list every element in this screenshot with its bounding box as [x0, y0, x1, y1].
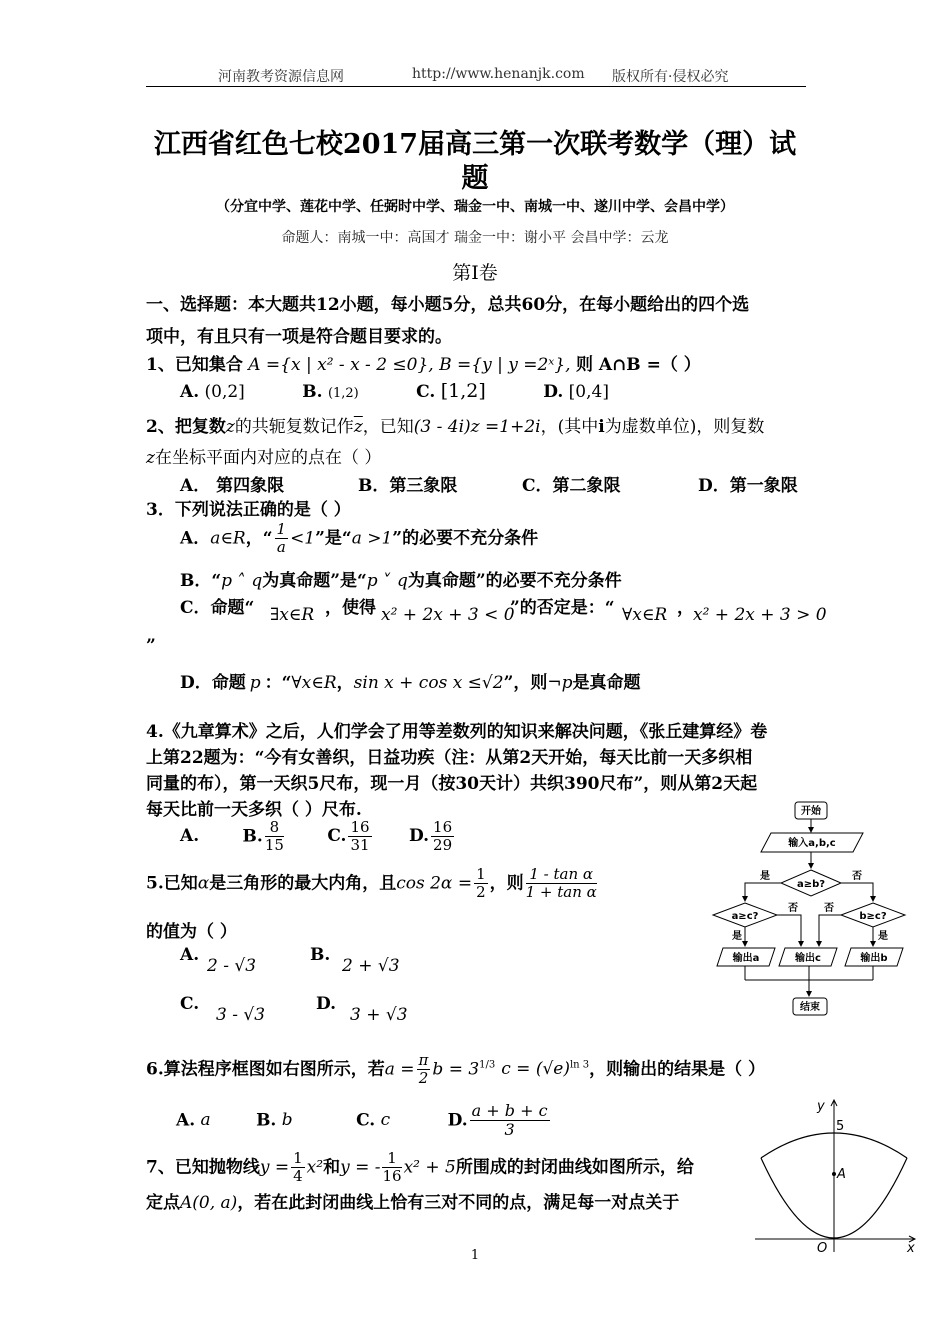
- q2-option-b[interactable]: B．第三象限: [358, 476, 458, 496]
- q6-b-eq: b = 3: [432, 1059, 480, 1080]
- q7-eq2-num: 1: [382, 1150, 401, 1168]
- question-7-stem-line1: [146, 1150, 694, 1186]
- q4-option-d-fraction: [431, 819, 454, 855]
- q4-c-den: 31: [350, 836, 370, 855]
- q3-a-text2: ”是“: [315, 528, 352, 549]
- q7-eq2-rhs: x² + 5: [403, 1157, 456, 1178]
- graph-x-label: x: [907, 1241, 915, 1254]
- q5-option-d-label[interactable]: D.: [316, 994, 337, 1014]
- question-6-stem: [146, 1052, 765, 1088]
- q3-a-den: a: [276, 538, 286, 557]
- q2-prefix: 2、把复数: [146, 417, 226, 437]
- q4-options: [180, 819, 456, 855]
- q4-option-a[interactable]: A.: [180, 826, 200, 847]
- q6-c-exponent: ln 3: [569, 1059, 590, 1071]
- q7-line2-a: 定点: [146, 1193, 180, 1213]
- q5-cos: cos 2α =: [396, 873, 473, 894]
- q7-eq1-den: 4: [293, 1167, 303, 1186]
- q2-line2-text: 在坐标平面内对应的点在（ ）: [154, 448, 382, 468]
- q6-b-exponent: 1/3: [479, 1059, 496, 1071]
- q5-expr-num: 1 - tan α: [526, 866, 597, 884]
- page-title-line1: 江西省红色七校2017届高三第一次联考数学（理）试: [153, 129, 797, 160]
- q2-option-d[interactable]: D．第一象限: [698, 476, 798, 496]
- q4-option-b-fraction: [265, 819, 284, 855]
- schools-list: （分宜中学、莲花中学、任弼时中学、瑞金一中、南城一中、遂川中学、会昌中学）: [216, 199, 734, 215]
- q5-option-d[interactable]: 3 + √3: [350, 1005, 408, 1025]
- flow-no-1: 否: [852, 871, 862, 882]
- header-divider: [146, 86, 806, 87]
- q2-line2-z: z: [146, 448, 155, 468]
- q6-option-c-label[interactable]: C.: [356, 1110, 376, 1131]
- q3-c-ineq2: x² + 2x + 3 > 0: [693, 605, 827, 625]
- q3-d-label: D．命题: [180, 673, 246, 693]
- q7-eq1-lhs: y =: [259, 1157, 290, 1178]
- question-3-stem: 3．下列说法正确的是（ ）: [146, 500, 351, 520]
- page-number: 1: [470, 1248, 480, 1263]
- q6-suffix: ，则输出的结果是（ ）: [589, 1059, 766, 1080]
- q2-text-d: ，(其中: [540, 417, 599, 437]
- q1-option-d-label: D.: [543, 382, 564, 402]
- q2-zbar: $\overline{z}$: [353, 417, 363, 437]
- q7-eq2-den: 16: [382, 1167, 402, 1186]
- q1-option-c-label: C.: [416, 382, 436, 402]
- q7-point: A(0, a): [180, 1193, 238, 1213]
- q3-c-ineq1: x² + 2x + 3 < 0: [381, 605, 515, 625]
- q6-option-b-label[interactable]: B.: [256, 1110, 277, 1131]
- q3-d-text1: ：“: [264, 673, 292, 693]
- graph-origin-label: O: [817, 1241, 828, 1254]
- flow-no-3: 否: [824, 903, 834, 914]
- q1-prefix: 1、已知集合: [146, 355, 243, 375]
- q3-c-exists: ∃x∈R: [270, 605, 315, 625]
- q3-d-text2: ”，则: [503, 673, 548, 693]
- q5-alpha: α: [197, 873, 210, 894]
- q6-option-a-label[interactable]: A.: [176, 1110, 196, 1131]
- q4-option-b-label[interactable]: B.: [242, 826, 263, 847]
- flow-yes-3: 是: [878, 931, 888, 942]
- q3-a-text1: ，“: [245, 528, 273, 549]
- section-heading-line2: 项中，有且只有一项是符合题目要求的。: [146, 327, 452, 347]
- q1-set-a: A ={x | x² - x - 2 ≤0},: [248, 355, 434, 375]
- q6-d-num: a + b + c: [471, 1101, 548, 1120]
- q3-a-fraction: [275, 521, 289, 557]
- authors: 命题人：南城一中：高国才 瑞金一中：谢小平 会昌中学：云龙: [281, 230, 669, 246]
- q3-d-comma: ，: [336, 673, 354, 693]
- q6-option-a[interactable]: a: [200, 1110, 211, 1131]
- q5-cos-num: 1: [476, 865, 486, 883]
- q3-option-a[interactable]: [180, 521, 538, 557]
- q2-option-a[interactable]: A． 第四象限: [180, 476, 285, 496]
- q2-z: z: [225, 417, 235, 437]
- graph-five-label: 5: [836, 1119, 845, 1134]
- q6-d-den: 3: [504, 1120, 515, 1140]
- q7-eq2-lhs: y = -: [340, 1157, 381, 1178]
- q5-expr-fraction: [526, 866, 597, 902]
- header-url[interactable]: http://www.henanjk.com: [412, 66, 585, 82]
- q4-b-den: 15: [264, 836, 284, 855]
- q3-b-text2: 为真命题”的必要不充分条件: [407, 571, 622, 591]
- q7-eq1-rhs: x²: [306, 1157, 324, 1178]
- flow-out-c-label: 输出c: [795, 953, 821, 964]
- q3-d-p: p: [249, 673, 261, 693]
- q3-d-forall: ∀x∈R: [291, 673, 337, 693]
- q3-c-comma: ，: [677, 598, 694, 618]
- question-4-line2: 上第22题为：“今有女善织，日益功疾（注：从第2天开始，每天比前一天多织相: [146, 748, 753, 768]
- q1-set-b: B ={y | y =2ˣ},: [439, 355, 571, 375]
- q3-b-text1: 为真命题”是“: [262, 571, 367, 591]
- flow-cond3-label: b≥c?: [859, 911, 887, 922]
- q7-eq1-num: 1: [293, 1149, 303, 1167]
- q6-a-num: π: [418, 1051, 429, 1069]
- q2-text-c: ，已知: [362, 417, 414, 437]
- q3-c-forall: ∀x∈R: [622, 605, 668, 625]
- q3-b-or: p ˅ q: [366, 571, 408, 591]
- q5-cos-fraction: [474, 866, 488, 902]
- q6-options: [176, 1102, 552, 1140]
- question-4-line4: 每天比前一天多织（ ）尺布.: [146, 800, 362, 820]
- q5-expr-den: 1 + tan α: [525, 883, 597, 902]
- flowchart-figure: [705, 798, 920, 1020]
- page-title-line2: 题: [461, 163, 489, 194]
- volume-label: 第Ⅰ卷: [452, 262, 498, 284]
- q5-text-c: ，则: [489, 873, 524, 894]
- question-7-stem-line2: [146, 1188, 679, 1213]
- q2-equation: (3 - 4i)z =1+2i: [413, 417, 541, 437]
- q7-eq1-fraction: [291, 1150, 305, 1186]
- q6-option-d-fraction[interactable]: [470, 1102, 550, 1140]
- q7-text-c: 所围成的封闭曲线如图所示，给: [455, 1157, 694, 1178]
- q3-b-and: p ˄ q: [221, 571, 263, 591]
- q1-option-d[interactable]: [0,4]: [568, 382, 609, 402]
- q7-line2-b: ，若在此封闭曲线上恰有三对不同的点，满足每一对点关于: [237, 1193, 680, 1213]
- q3-option-c[interactable]: [180, 593, 254, 618]
- header-copyright: 版权所有·侵权必究: [612, 69, 729, 85]
- q2-text-b: 的共轭复数记作: [234, 417, 354, 437]
- q6-option-b[interactable]: b: [281, 1110, 293, 1131]
- q4-option-d-label[interactable]: D.: [408, 826, 430, 847]
- q5-option-a[interactable]: 2 - √3: [207, 956, 257, 976]
- q7-prefix: 7、已知抛物线: [146, 1157, 260, 1178]
- q3-a-label: A．: [180, 528, 211, 549]
- q6-option-d-label[interactable]: D.: [447, 1110, 468, 1131]
- q5-option-b-label[interactable]: B.: [310, 945, 331, 965]
- q1-suffix: 则 A∩B =（ ）: [575, 355, 701, 375]
- q1-option-a-label: A.: [180, 382, 200, 402]
- q4-c-num: 16: [350, 818, 370, 836]
- q3-b-label: B．“: [180, 571, 222, 591]
- point-a-marker: [832, 1172, 836, 1176]
- q1-option-a[interactable]: (0,2]: [204, 382, 245, 402]
- section-heading-line1: 一、选择题：本大题共12小题，每小题5分，总共60分，在每小题给出的四个选: [146, 295, 750, 315]
- q7-and: 和: [323, 1157, 341, 1178]
- q6-a-eq: a =: [384, 1059, 415, 1080]
- q2-option-c[interactable]: C．第二象限: [522, 476, 621, 496]
- flow-no-2: 否: [788, 903, 798, 914]
- q3-c-end: ”: [146, 636, 156, 656]
- q3-a-lt: <1: [290, 528, 316, 549]
- graph-y-label: y: [817, 1099, 825, 1114]
- q1-option-c[interactable]: [1,2]: [440, 380, 486, 402]
- q6-c-eq: c = (√e): [501, 1059, 570, 1080]
- graph-point-a-label: A: [837, 1167, 846, 1182]
- q3-a-num: 1: [276, 520, 287, 538]
- parabola-graph: [745, 1094, 925, 1254]
- flow-yes-2: 是: [732, 931, 742, 942]
- flow-input-label: 输入a,b,c: [788, 838, 836, 849]
- q5-cos-den: 2: [476, 883, 486, 902]
- flow-yes-1: 是: [760, 871, 770, 882]
- question-4-line1: 4.《九章算术》之后，人们学会了用等差数列的知识来解决问题，《张丘建算经》卷: [146, 722, 768, 742]
- q5-option-a-label[interactable]: A.: [180, 945, 200, 965]
- q6-a-fraction: [417, 1052, 431, 1088]
- q4-b-num: 8: [265, 819, 284, 837]
- q4-d-num: 16: [433, 818, 453, 836]
- q3-d-notp: ¬p: [547, 673, 573, 693]
- question-5-stem: [146, 866, 599, 902]
- flow-cond1-label: a≥b?: [796, 879, 826, 890]
- q3-d-text3: 是真命题: [572, 673, 641, 693]
- question-5-line2: 的值为（ ）: [146, 922, 237, 942]
- q7-eq2-fraction: [382, 1150, 401, 1186]
- q3-option-d[interactable]: [180, 668, 641, 693]
- q3-a-cond: a∈R: [210, 528, 246, 549]
- flow-out-a-label: 输出a: [732, 953, 760, 964]
- q3-c-text1: ，使得: [325, 598, 376, 618]
- q5-option-b[interactable]: 2 + √3: [342, 956, 400, 976]
- question-1-options: [180, 380, 609, 402]
- q6-prefix: 6.算法程序框图如右图所示，若: [146, 1059, 385, 1080]
- q5-text-b: 是三角形的最大内角，且: [209, 873, 397, 894]
- q3-option-b[interactable]: [180, 566, 622, 591]
- q4-option-c-fraction: [348, 819, 371, 855]
- q5-option-c[interactable]: 3 - √3: [216, 1005, 266, 1025]
- q3-c-label: C．命题“: [180, 598, 255, 618]
- q3-a-gt: a >1: [351, 528, 393, 549]
- q3-c-text2: ”的否定是：“: [510, 598, 615, 618]
- q2-text-e: 为虚数单位)，则复数: [604, 417, 765, 437]
- question-1-stem: [146, 350, 701, 375]
- q6-option-c[interactable]: c: [380, 1110, 391, 1131]
- flow-cond2-label: a≥c?: [731, 911, 759, 922]
- q1-option-b[interactable]: (1,2): [327, 386, 359, 401]
- question-2-stem-line2: [146, 443, 381, 468]
- q2-i: i: [598, 417, 605, 437]
- flow-out-b-label: 输出b: [860, 953, 888, 964]
- q3-d-ineq: sin x + cos x ≤√2: [353, 673, 504, 693]
- flow-end-label: 结束: [800, 1002, 820, 1013]
- q4-option-c-label[interactable]: C.: [327, 826, 347, 847]
- q5-prefix: 5.已知: [146, 873, 198, 894]
- q5-option-c-label[interactable]: C.: [180, 994, 200, 1014]
- question-2-stem-line1: [146, 412, 764, 437]
- q3-a-text3: ”的必要不充分条件: [392, 528, 539, 549]
- q4-d-den: 29: [433, 836, 453, 855]
- q6-a-den: 2: [418, 1069, 429, 1088]
- q1-option-b-label: B.: [302, 382, 323, 402]
- header-site-name: 河南教考资源信息网: [218, 69, 344, 85]
- flow-start-label: 开始: [801, 806, 821, 817]
- question-4-line3: 同量的布），第一天织5尺布，现一月（按30天计）共织390尺布”，则从第2天起: [146, 774, 758, 794]
